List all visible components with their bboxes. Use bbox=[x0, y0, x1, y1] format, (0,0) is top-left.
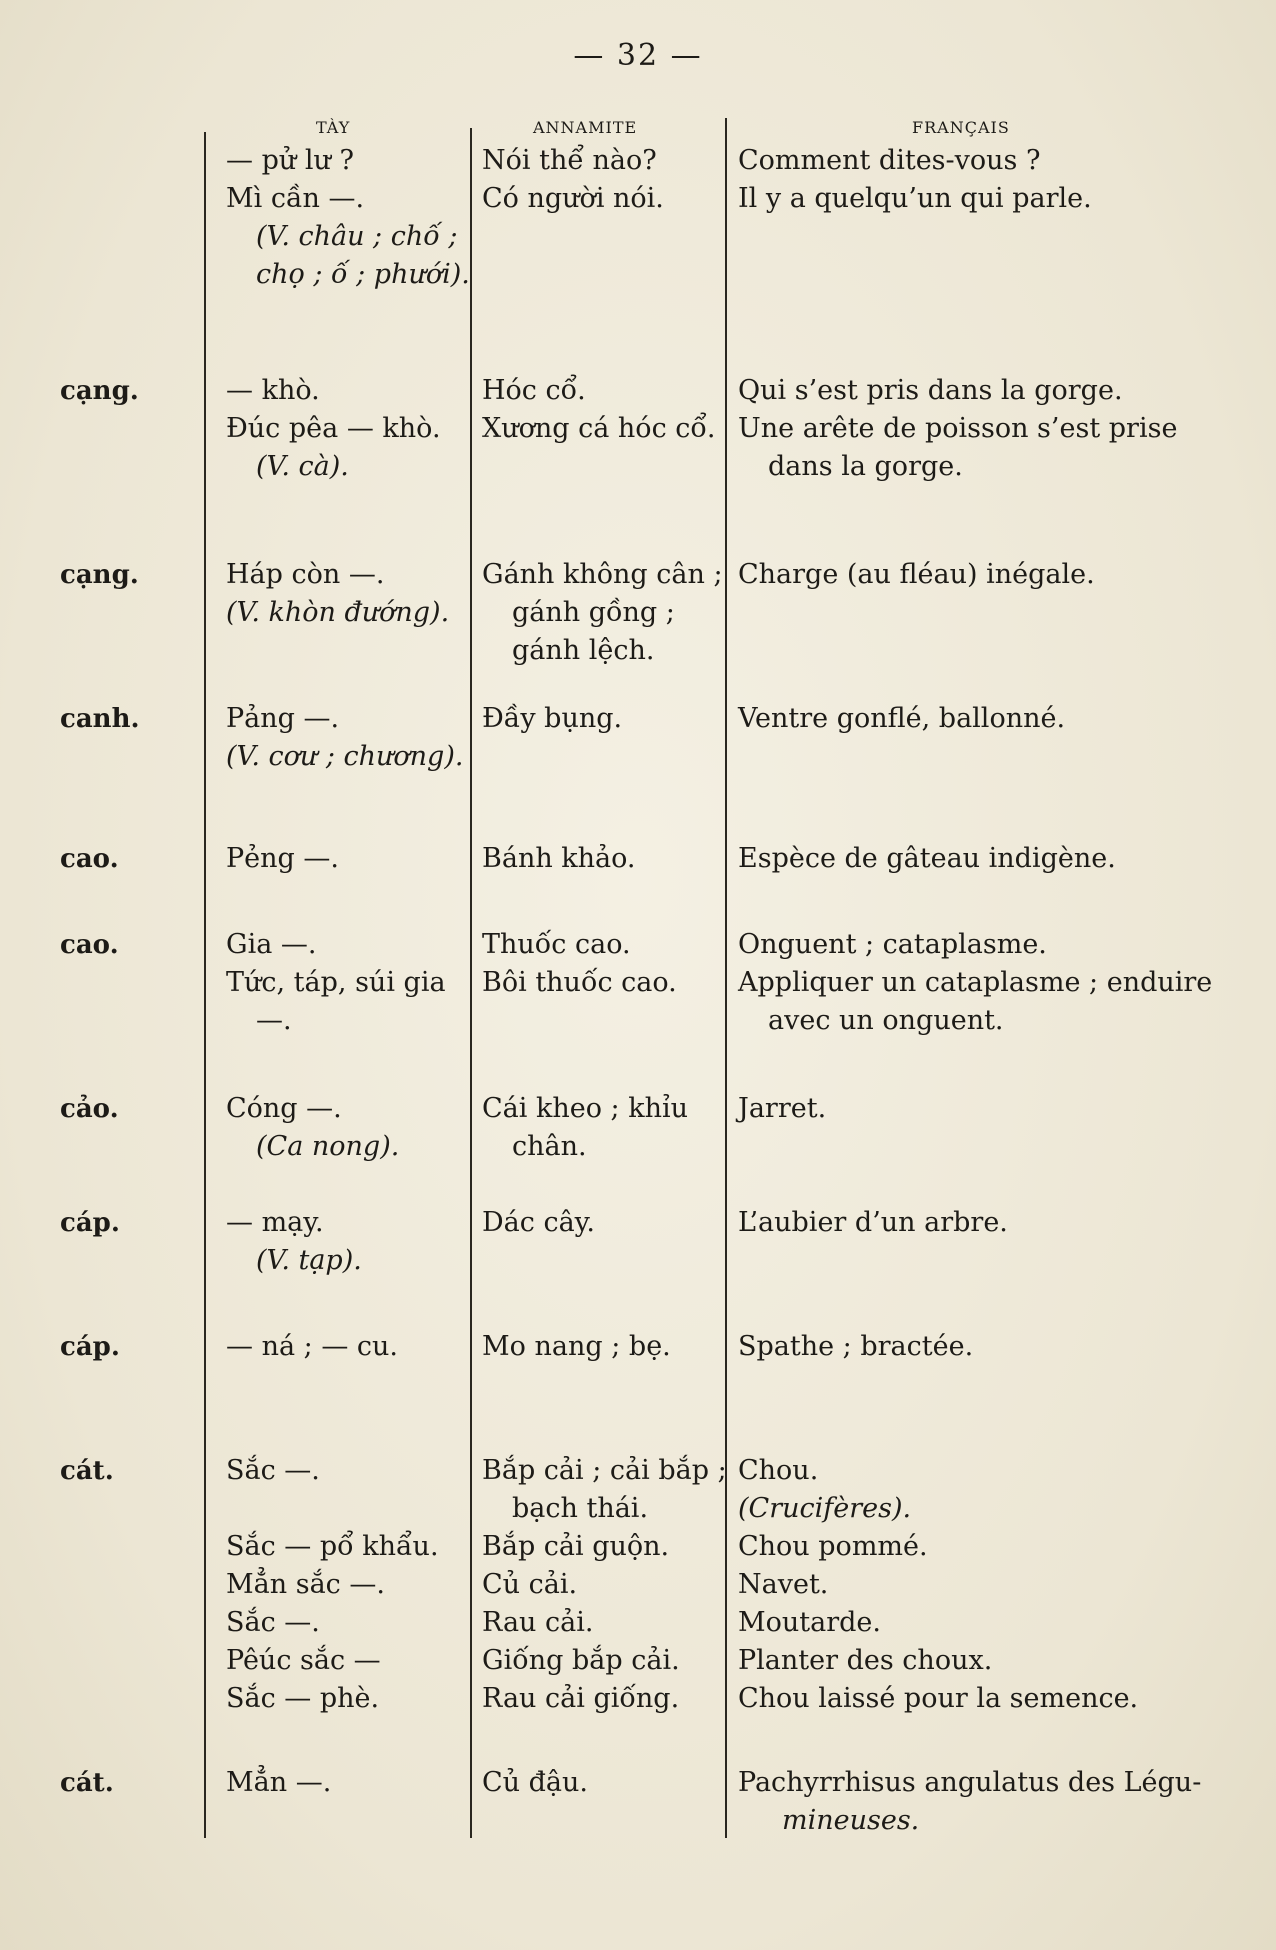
annamite-cell bbox=[482, 926, 732, 1002]
tay-cell bbox=[226, 142, 476, 294]
francais-cell bbox=[738, 700, 1228, 738]
headword: cạng. bbox=[60, 376, 139, 406]
francais-line: Moutarde. bbox=[738, 1607, 881, 1638]
francais-line: Pachyrrhisus angulatus des Légu- bbox=[738, 1767, 1202, 1798]
headword: cảo. bbox=[60, 1094, 119, 1124]
francais-line: Ventre gonflé, ballonné. bbox=[738, 703, 1066, 734]
headword: cao. bbox=[60, 930, 119, 960]
tay-line: (V. cà). bbox=[256, 451, 349, 482]
tay-line: Sắc — pổ khẩu. bbox=[226, 1531, 439, 1562]
francais-line: Une arête de poisson s’est prise bbox=[738, 413, 1178, 444]
tay-line: (V. châu ; chố ; bbox=[256, 221, 458, 252]
annamite-line: Dác cây. bbox=[482, 1207, 595, 1238]
francais-cell bbox=[738, 372, 1228, 486]
annamite-line: Củ đậu. bbox=[482, 1767, 588, 1798]
francais-cell bbox=[738, 1090, 1228, 1128]
headword: cát. bbox=[60, 1456, 114, 1486]
tay-line: Pêúc sắc — bbox=[226, 1645, 381, 1676]
francais-line: Chou laissé pour la semence. bbox=[738, 1683, 1139, 1714]
annamite-line: chân. bbox=[512, 1131, 587, 1162]
annamite-cell bbox=[482, 556, 732, 670]
annamite-line: gánh lệch. bbox=[512, 635, 655, 666]
francais-line: Charge (au fléau) inégale. bbox=[738, 559, 1095, 590]
annamite-line: Củ cải. bbox=[482, 1569, 578, 1600]
column-header-annamite: ANNAMITE bbox=[533, 118, 638, 137]
tay-line: — khò. bbox=[226, 375, 320, 406]
tay-cell bbox=[226, 1764, 476, 1802]
francais-cell bbox=[738, 1764, 1228, 1840]
annamite-cell bbox=[482, 840, 732, 878]
tay-line: Pẻng —. bbox=[226, 843, 339, 874]
francais-cell bbox=[738, 142, 1228, 218]
annamite-cell bbox=[482, 1204, 732, 1242]
annamite-line: Xương cá hóc cổ. bbox=[482, 413, 716, 444]
tay-line: Gia —. bbox=[226, 929, 317, 960]
francais-cell bbox=[738, 1328, 1228, 1366]
francais-line: Planter des choux. bbox=[738, 1645, 993, 1676]
annamite-line: Nói thể nào? bbox=[482, 145, 657, 176]
headword: cạng. bbox=[60, 560, 139, 590]
francais-line: (Crucifères). bbox=[738, 1493, 912, 1524]
tay-line: (Ca nong). bbox=[256, 1131, 400, 1162]
annamite-line: Rau cải giống. bbox=[482, 1683, 680, 1714]
tay-line: Pảng —. bbox=[226, 703, 340, 734]
tay-line: —. bbox=[256, 1005, 292, 1036]
francais-line: Appliquer un cataplasme ; enduire bbox=[738, 967, 1213, 998]
tay-line: chọ ; ố ; phưới). bbox=[256, 259, 470, 290]
headword: cát. bbox=[60, 1768, 114, 1798]
tay-line: — pử lư ? bbox=[226, 145, 354, 176]
annamite-line: gánh gồng ; bbox=[512, 597, 675, 628]
annamite-cell bbox=[482, 1764, 732, 1802]
francais-line: Espèce de gâteau indigène. bbox=[738, 843, 1116, 874]
annamite-cell bbox=[482, 700, 732, 738]
tay-cell bbox=[226, 1328, 476, 1366]
annamite-line: Bánh khảo. bbox=[482, 843, 636, 874]
annamite-cell bbox=[482, 1452, 732, 1718]
francais-line: Qui s’est pris dans la gorge. bbox=[738, 375, 1123, 406]
annamite-cell bbox=[482, 372, 732, 448]
tay-cell bbox=[226, 700, 476, 776]
annamite-cell bbox=[482, 1090, 732, 1166]
tay-line: Sắc —. bbox=[226, 1455, 320, 1486]
annamite-line: Có người nói. bbox=[482, 183, 664, 214]
tay-cell bbox=[226, 1452, 476, 1718]
annamite-line: Hóc cổ. bbox=[482, 375, 586, 406]
annamite-line: Mo nang ; bẹ. bbox=[482, 1331, 671, 1362]
annamite-line: Bôi thuốc cao. bbox=[482, 967, 677, 998]
tay-line: Mì cần —. bbox=[226, 183, 365, 214]
tay-cell bbox=[226, 1090, 476, 1166]
francais-line: Chou pommé. bbox=[738, 1531, 928, 1562]
francais-cell bbox=[738, 1204, 1228, 1242]
annamite-line: Thuốc cao. bbox=[482, 929, 631, 960]
annamite-cell bbox=[482, 1328, 732, 1366]
tay-line: — ná ; — cu. bbox=[226, 1331, 399, 1362]
francais-cell bbox=[738, 840, 1228, 878]
francais-line: Comment dites-vous ? bbox=[738, 145, 1041, 176]
tay-line: Cóng —. bbox=[226, 1093, 342, 1124]
tay-line: Mẳn sắc —. bbox=[226, 1569, 385, 1600]
headword: cáp. bbox=[60, 1208, 120, 1238]
francais-line: Jarret. bbox=[738, 1093, 827, 1124]
tay-line: Sắc — phè. bbox=[226, 1683, 380, 1714]
francais-line: mineuses. bbox=[782, 1805, 920, 1836]
tay-line: — mạy. bbox=[226, 1207, 324, 1238]
annamite-line: Giống bắp cải. bbox=[482, 1645, 680, 1676]
headword: cao. bbox=[60, 844, 119, 874]
francais-cell bbox=[738, 556, 1228, 594]
annamite-line: Cái kheo ; khỉu bbox=[482, 1093, 688, 1124]
tay-line: (V. khòn đướng). bbox=[226, 597, 450, 628]
francais-cell bbox=[738, 1452, 1228, 1718]
francais-cell bbox=[738, 926, 1228, 1040]
tay-line: (V. cơư ; chương). bbox=[226, 741, 464, 772]
tay-cell bbox=[226, 926, 476, 1040]
tay-line: (V. tạp). bbox=[256, 1245, 362, 1276]
tay-cell bbox=[226, 840, 476, 878]
francais-line: L’aubier d’un arbre. bbox=[738, 1207, 1008, 1238]
francais-line: Il y a quelqu’un qui parle. bbox=[738, 183, 1092, 214]
tay-line: Đúc pêa — khò. bbox=[226, 413, 441, 444]
tay-cell bbox=[226, 556, 476, 632]
tay-cell bbox=[226, 372, 476, 486]
column-divider-left bbox=[204, 132, 206, 1838]
tay-line: Tức, táp, súi gia bbox=[226, 967, 446, 998]
francais-line: avec un onguent. bbox=[768, 1005, 1004, 1036]
annamite-line: bạch thái. bbox=[512, 1493, 649, 1524]
headword: cáp. bbox=[60, 1332, 120, 1362]
tay-cell bbox=[226, 1204, 476, 1280]
annamite-line: Đầy bụng. bbox=[482, 703, 623, 734]
headword: canh. bbox=[60, 704, 140, 734]
annamite-line: Bắp cải guộn. bbox=[482, 1531, 670, 1562]
annamite-line: Rau cải. bbox=[482, 1607, 594, 1638]
tay-line: Sắc —. bbox=[226, 1607, 320, 1638]
tay-line bbox=[226, 1490, 476, 1528]
tay-line: Háp còn —. bbox=[226, 559, 385, 590]
francais-line: Onguent ; cataplasme. bbox=[738, 929, 1047, 960]
francais-line: Spathe ; bractée. bbox=[738, 1331, 974, 1362]
column-header-francais: FRANÇAIS bbox=[912, 118, 1010, 137]
annamite-line: Bắp cải ; cải bắp ; bbox=[482, 1455, 727, 1486]
francais-line: Chou. bbox=[738, 1455, 819, 1486]
tay-line: Mẳn —. bbox=[226, 1767, 332, 1798]
annamite-line: Gánh không cân ; bbox=[482, 559, 723, 590]
annamite-cell bbox=[482, 142, 732, 218]
francais-line: Navet. bbox=[738, 1569, 829, 1600]
francais-line: dans la gorge. bbox=[768, 451, 963, 482]
column-header-tay: TÀY bbox=[316, 118, 351, 137]
page-number: — 32 — bbox=[573, 38, 703, 73]
